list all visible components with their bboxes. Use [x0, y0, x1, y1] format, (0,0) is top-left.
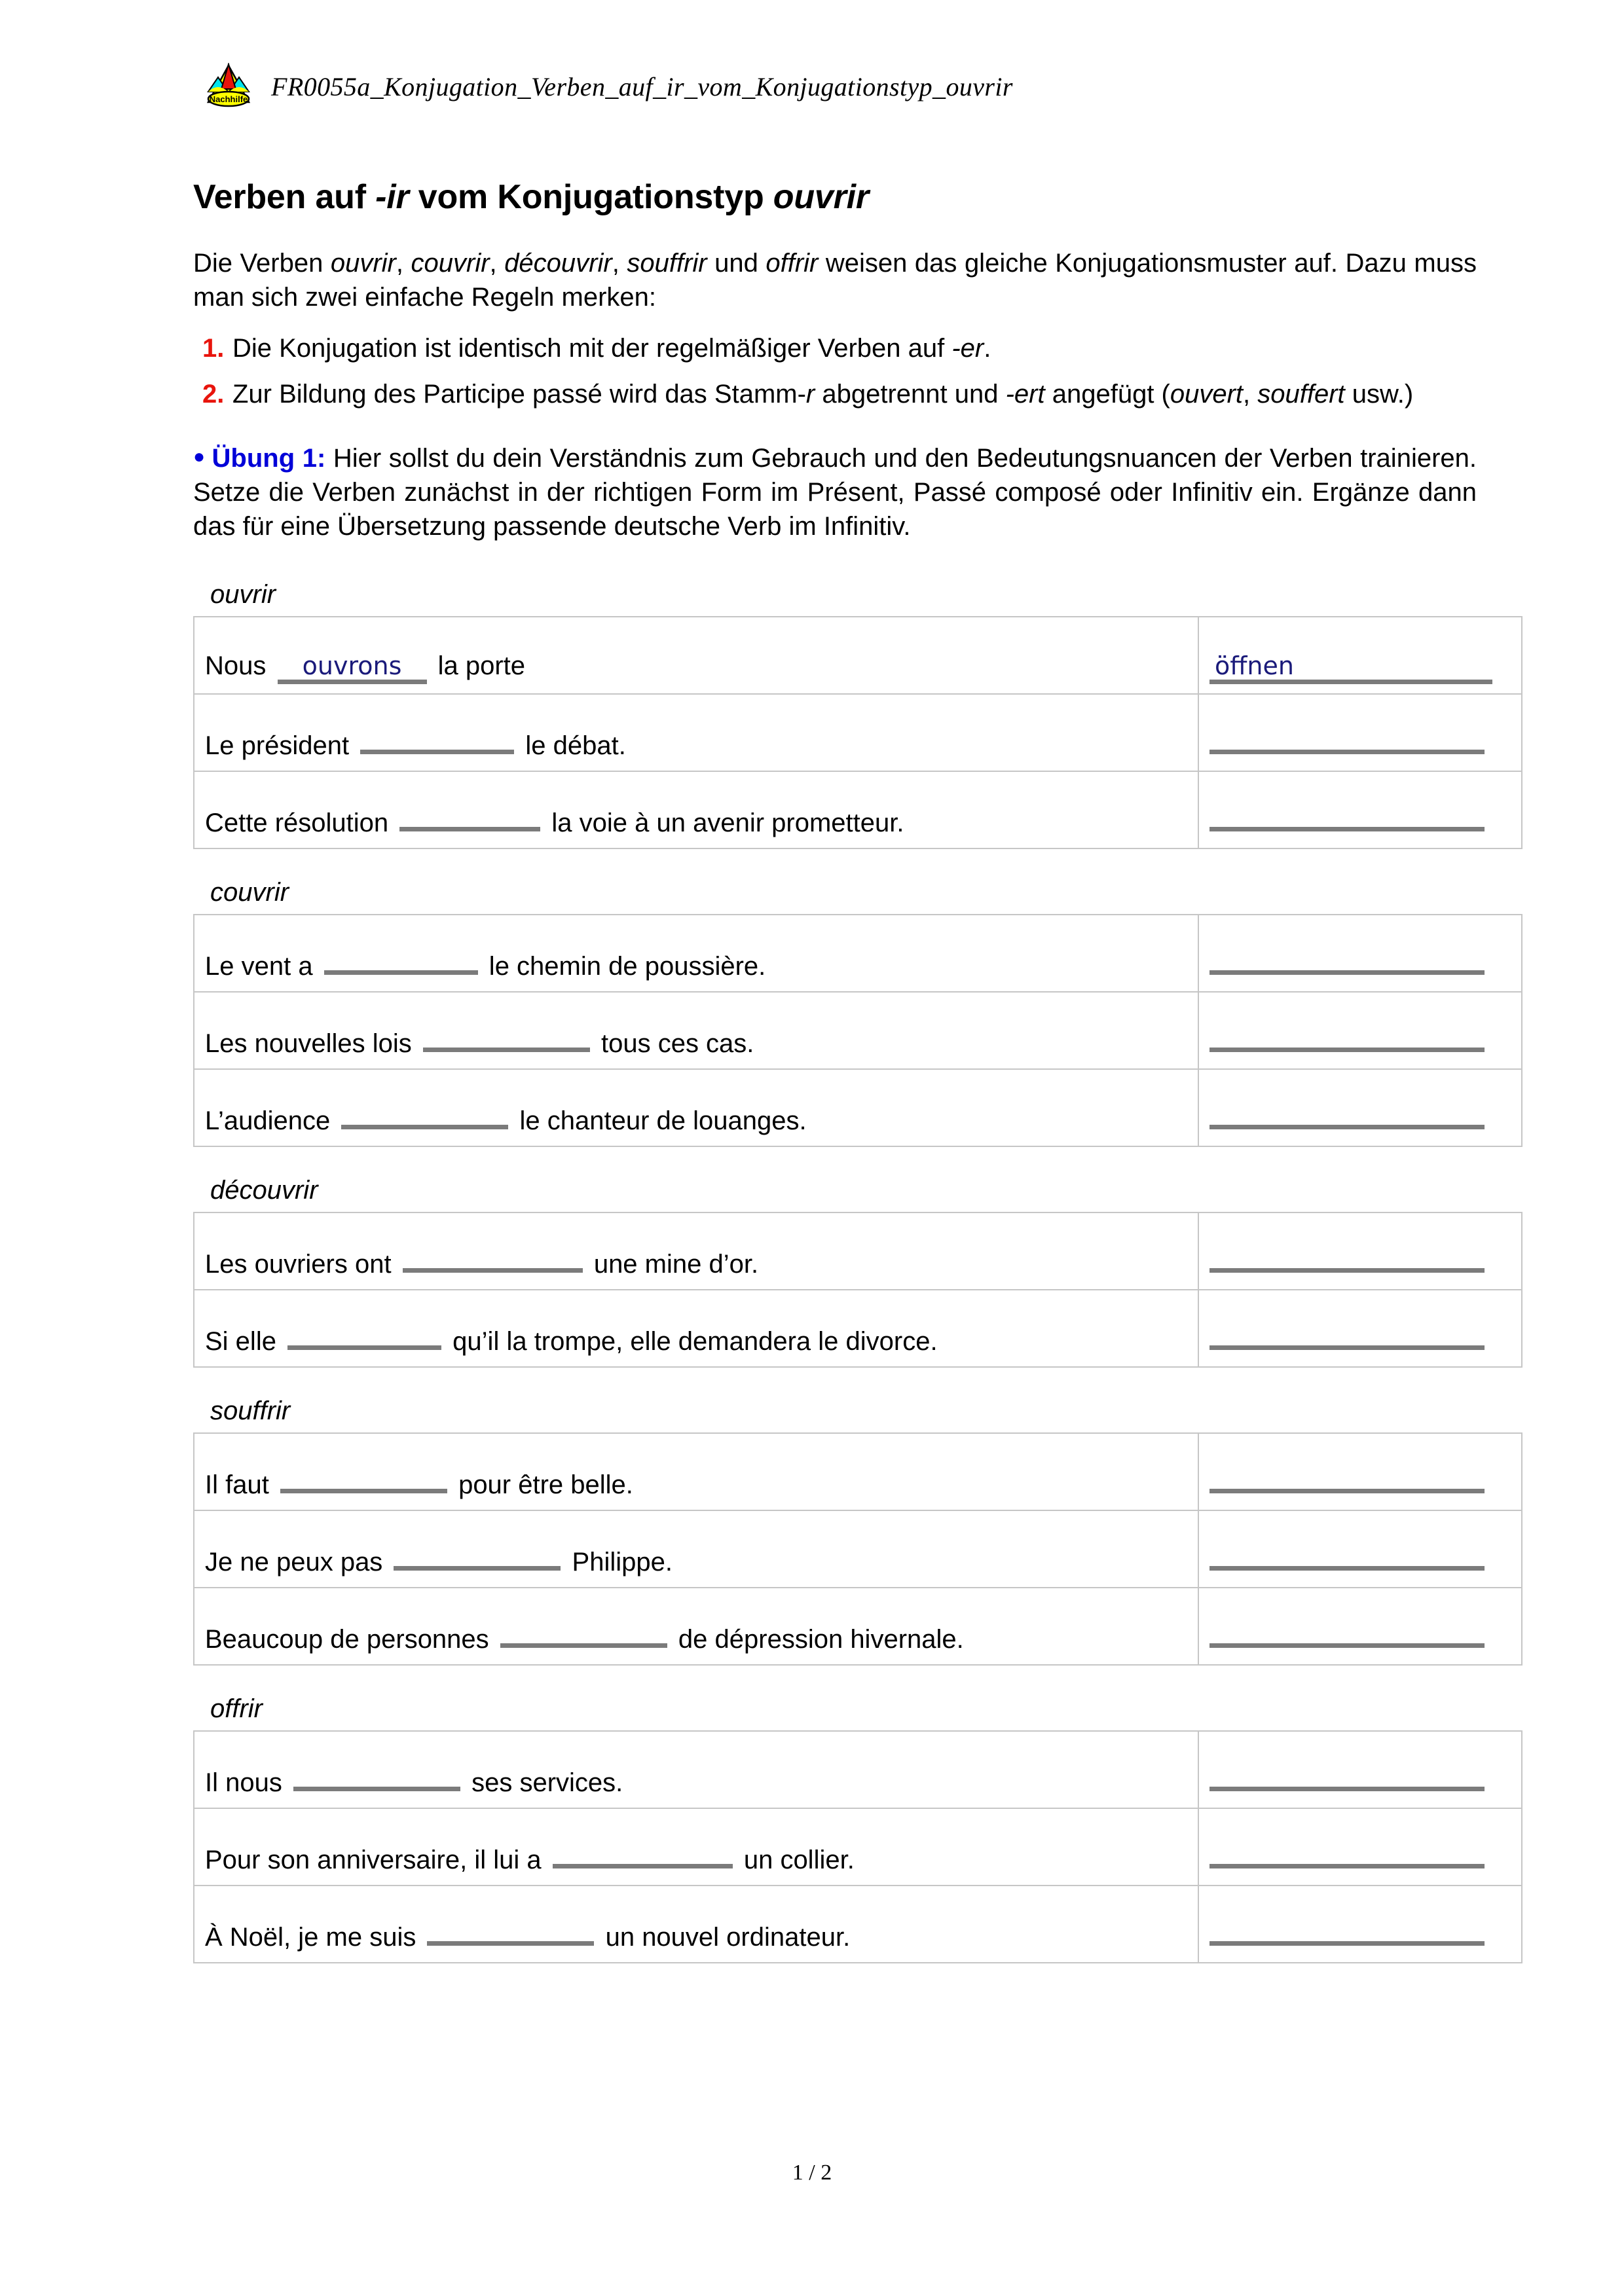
translation-blank[interactable]: [1209, 802, 1485, 831]
answer-blank[interactable]: [394, 1541, 561, 1571]
sentence-table: [193, 1212, 1522, 1368]
table-row: [194, 771, 1522, 848]
page-footer: [0, 2160, 1624, 2185]
rule-2-emphasis-r: r: [805, 379, 815, 409]
intro-text-2: ,: [396, 248, 411, 278]
sentence-table: [193, 616, 1522, 849]
answer-blank[interactable]: [341, 1100, 508, 1129]
translation-cell: [1198, 915, 1522, 992]
title-emphasis-ir: -ir: [375, 178, 409, 216]
title-emphasis-ouvrir: ouvrir: [773, 178, 869, 216]
sentence-text-before: Il faut: [205, 1470, 276, 1499]
answer-blank[interactable]: [403, 1243, 583, 1273]
intro-verb-ouvrir: ouvrir: [330, 248, 396, 278]
translation-cell: [1198, 1212, 1522, 1290]
rule-1-text-2: .: [984, 333, 991, 363]
intro-text-1: Die Verben: [193, 248, 331, 278]
sentence-text-after: Philippe.: [564, 1547, 673, 1576]
sentence-text-before: Le vent a: [205, 951, 320, 981]
table-row: [194, 915, 1522, 992]
sentence-cell: [194, 1808, 1198, 1886]
translation-blank[interactable]: [1209, 1464, 1485, 1493]
verb-exercise-sections: [193, 580, 1477, 1963]
logo-text: Nachhilfe: [209, 94, 248, 104]
rule-1-text-1: Die Konjugation ist identisch mit der regelmäßiger Verben auf: [232, 333, 952, 363]
verb-section-offrir: [193, 1694, 1477, 1963]
sentence-cell: [194, 1510, 1198, 1588]
sentence-text-after: qu’il la trompe, elle demandera le divorce.: [445, 1326, 938, 1356]
table-row: [194, 694, 1522, 771]
translation-blank[interactable]: [1209, 1541, 1485, 1571]
translation-cell: [1198, 1069, 1522, 1146]
translation-cell: [1198, 1433, 1522, 1510]
sentence-text-before: L’audience: [205, 1106, 338, 1135]
rule-1-emphasis-er: -er: [951, 333, 984, 363]
verb-label: souffrir: [210, 1396, 291, 1425]
sentence-cell: [194, 1588, 1198, 1665]
rule-2-text-2: abgetrennt und: [815, 379, 1006, 409]
sentence-table: [193, 1730, 1522, 1963]
translation-blank[interactable]: [1209, 1762, 1485, 1791]
translation-cell: [1198, 1808, 1522, 1886]
exercise-instructions: [193, 441, 1477, 543]
page-title: [193, 178, 1477, 217]
document-body: [193, 178, 1477, 1963]
intro-verb-offrir: offrir: [766, 248, 819, 278]
sentence-cell: [194, 915, 1198, 992]
answer-blank[interactable]: [427, 1916, 594, 1946]
translation-cell: [1198, 992, 1522, 1069]
table-row: [194, 1069, 1522, 1146]
sentence-text-after: le chanteur de louanges.: [512, 1106, 807, 1135]
sentence-text-before: Je ne peux pas: [205, 1547, 390, 1576]
document-filename: FR0055a_Konjugation_Verben_auf_ir_vom_Konjugationstyp_ouvrir: [271, 71, 1013, 101]
page-header: [203, 63, 1013, 110]
sentence-text-after: un nouvel ordinateur.: [598, 1922, 851, 1952]
sentence-text-after: un collier.: [736, 1845, 855, 1874]
bullet-icon: ●: [193, 446, 206, 468]
translation-cell: [1198, 694, 1522, 771]
filled-answer[interactable]: ouvrons: [278, 653, 427, 684]
answer-blank[interactable]: [293, 1762, 460, 1791]
sentence-text-after: ses services.: [464, 1768, 623, 1797]
rule-2-emphasis-ert: -ert: [1005, 379, 1045, 409]
answer-blank[interactable]: [553, 1839, 733, 1868]
table-row: [194, 617, 1522, 694]
translation-cell: [1198, 1290, 1522, 1367]
intro-verb-couvrir: couvrir: [411, 248, 490, 278]
sentence-cell: [194, 1290, 1198, 1367]
verb-section-souffrir: [193, 1396, 1477, 1666]
sentence-text-after: la voie à un avenir prometteur.: [544, 808, 904, 837]
answer-blank[interactable]: [287, 1321, 441, 1350]
intro-text-5: und: [707, 248, 766, 278]
answer-blank[interactable]: [360, 725, 514, 754]
intro-verb-souffrir: souffrir: [627, 248, 707, 278]
verb-section-couvrir: [193, 878, 1477, 1147]
translation-cell: [1198, 617, 1522, 694]
page-number: 1 / 2: [792, 2160, 832, 2185]
rule-2-text-5: usw.): [1344, 379, 1414, 409]
translation-blank[interactable]: [1209, 1618, 1485, 1648]
rule-item-2: [193, 377, 1477, 411]
title-part-1: Verben auf: [193, 178, 376, 216]
answer-blank[interactable]: [399, 802, 540, 831]
table-row: [194, 1588, 1522, 1665]
nachhilfe-logo-icon: [203, 63, 254, 110]
intro-text-4: ,: [612, 248, 627, 278]
sentence-text-before: Beaucoup de personnes: [205, 1624, 496, 1654]
translation-blank[interactable]: [1209, 1023, 1485, 1052]
sentence-text-before: Il nous: [205, 1768, 289, 1797]
translation-cell: [1198, 1731, 1522, 1808]
answer-blank[interactable]: [423, 1023, 590, 1052]
sentence-text-before: Les ouvriers ont: [205, 1249, 399, 1279]
rules-list: [193, 331, 1477, 411]
table-row: [194, 1731, 1522, 1808]
rule-2-emphasis-ouvert: ouvert: [1170, 379, 1244, 409]
filled-translation[interactable]: öffnen: [1209, 653, 1492, 684]
rule-2-text-3: angefügt (: [1044, 379, 1170, 409]
translation-blank[interactable]: [1209, 1916, 1485, 1946]
table-row: [194, 1433, 1522, 1510]
rule-item-1: [193, 331, 1477, 365]
sentence-text-before: Nous: [205, 651, 274, 680]
table-row: [194, 1290, 1522, 1367]
sentence-text-after: la porte: [430, 651, 526, 680]
rule-2-emphasis-souffert: souffert: [1257, 379, 1345, 409]
translation-cell: [1198, 771, 1522, 848]
table-row: [194, 1808, 1522, 1886]
translation-cell: [1198, 1510, 1522, 1588]
translation-blank[interactable]: [1209, 1100, 1485, 1129]
rule-number-2: 2.: [202, 379, 225, 409]
intro-paragraph: [193, 246, 1477, 314]
translation-blank[interactable]: [1209, 1243, 1485, 1273]
rule-2-text-1: Zur Bildung des Participe passé wird das Stamm-: [232, 379, 806, 409]
exercise-label: Übung 1:: [212, 443, 326, 473]
verb-label: offrir: [210, 1694, 263, 1723]
answer-blank[interactable]: [324, 945, 478, 975]
table-row: [194, 992, 1522, 1069]
sentence-text-before: Le président: [205, 731, 357, 760]
sentence-text-after: le débat.: [518, 731, 626, 760]
intro-text-3: ,: [489, 248, 505, 278]
sentence-text-after: le chemin de poussière.: [481, 951, 766, 981]
sentence-text-before: Cette résolution: [205, 808, 396, 837]
verb-section-découvrir: [193, 1176, 1477, 1368]
answer-blank[interactable]: [280, 1464, 447, 1493]
verb-label: découvrir: [210, 1175, 318, 1205]
sentence-cell: [194, 992, 1198, 1069]
translation-blank[interactable]: [1209, 1839, 1485, 1868]
verb-label: couvrir: [210, 877, 289, 907]
sentence-text-after: de dépression hivernale.: [671, 1624, 964, 1654]
title-part-2: vom Konjugationstyp: [409, 178, 773, 216]
table-row: [194, 1212, 1522, 1290]
answer-blank[interactable]: [500, 1618, 667, 1648]
translation-blank[interactable]: [1209, 945, 1485, 975]
rule-number-1: 1.: [202, 333, 225, 363]
translation-blank[interactable]: [1209, 1321, 1485, 1350]
verb-section-ouvrir: [193, 580, 1477, 849]
sentence-cell: [194, 1212, 1198, 1290]
sentence-table: [193, 914, 1522, 1147]
intro-text-6: weisen das gleiche Konjugationsmuster auf. Dazu muss man sich zwei einfache Regeln merken:: [193, 248, 1477, 312]
sentence-cell: [194, 617, 1198, 694]
table-row: [194, 1886, 1522, 1963]
rule-2-text-4: ,: [1243, 379, 1258, 409]
translation-cell: [1198, 1886, 1522, 1963]
sentence-cell: [194, 1886, 1198, 1963]
sentence-text-before: Les nouvelles lois: [205, 1029, 419, 1058]
verb-label: ouvrir: [210, 579, 276, 609]
sentence-cell: [194, 1069, 1198, 1146]
exercise-text: Hier sollst du dein Verständnis zum Gebrauch und den Bedeutungsnuancen der Verben trainieren. Setze die Verben zunächst in der richtigen Form im Présent, Passé composé oder Infinitiv ein. Ergänze dann das für eine Übersetzung passende deutsche Verb im Infinitiv.: [193, 443, 1477, 541]
table-row: [194, 1510, 1522, 1588]
sentence-text-after: tous ces cas.: [593, 1029, 754, 1058]
sentence-cell: [194, 771, 1198, 848]
translation-cell: [1198, 1588, 1522, 1665]
sentence-text-before: Pour son anniversaire, il lui a: [205, 1845, 549, 1874]
sentence-cell: [194, 694, 1198, 771]
sentence-text-after: une mine d’or.: [586, 1249, 759, 1279]
sentence-text-before: Si elle: [205, 1326, 284, 1356]
sentence-cell: [194, 1433, 1198, 1510]
sentence-text-before: À Noël, je me suis: [205, 1922, 424, 1952]
intro-verb-decouvrir: découvrir: [504, 248, 612, 278]
sentence-cell: [194, 1731, 1198, 1808]
sentence-text-after: pour être belle.: [451, 1470, 633, 1499]
translation-blank[interactable]: [1209, 725, 1485, 754]
sentence-table: [193, 1432, 1522, 1666]
